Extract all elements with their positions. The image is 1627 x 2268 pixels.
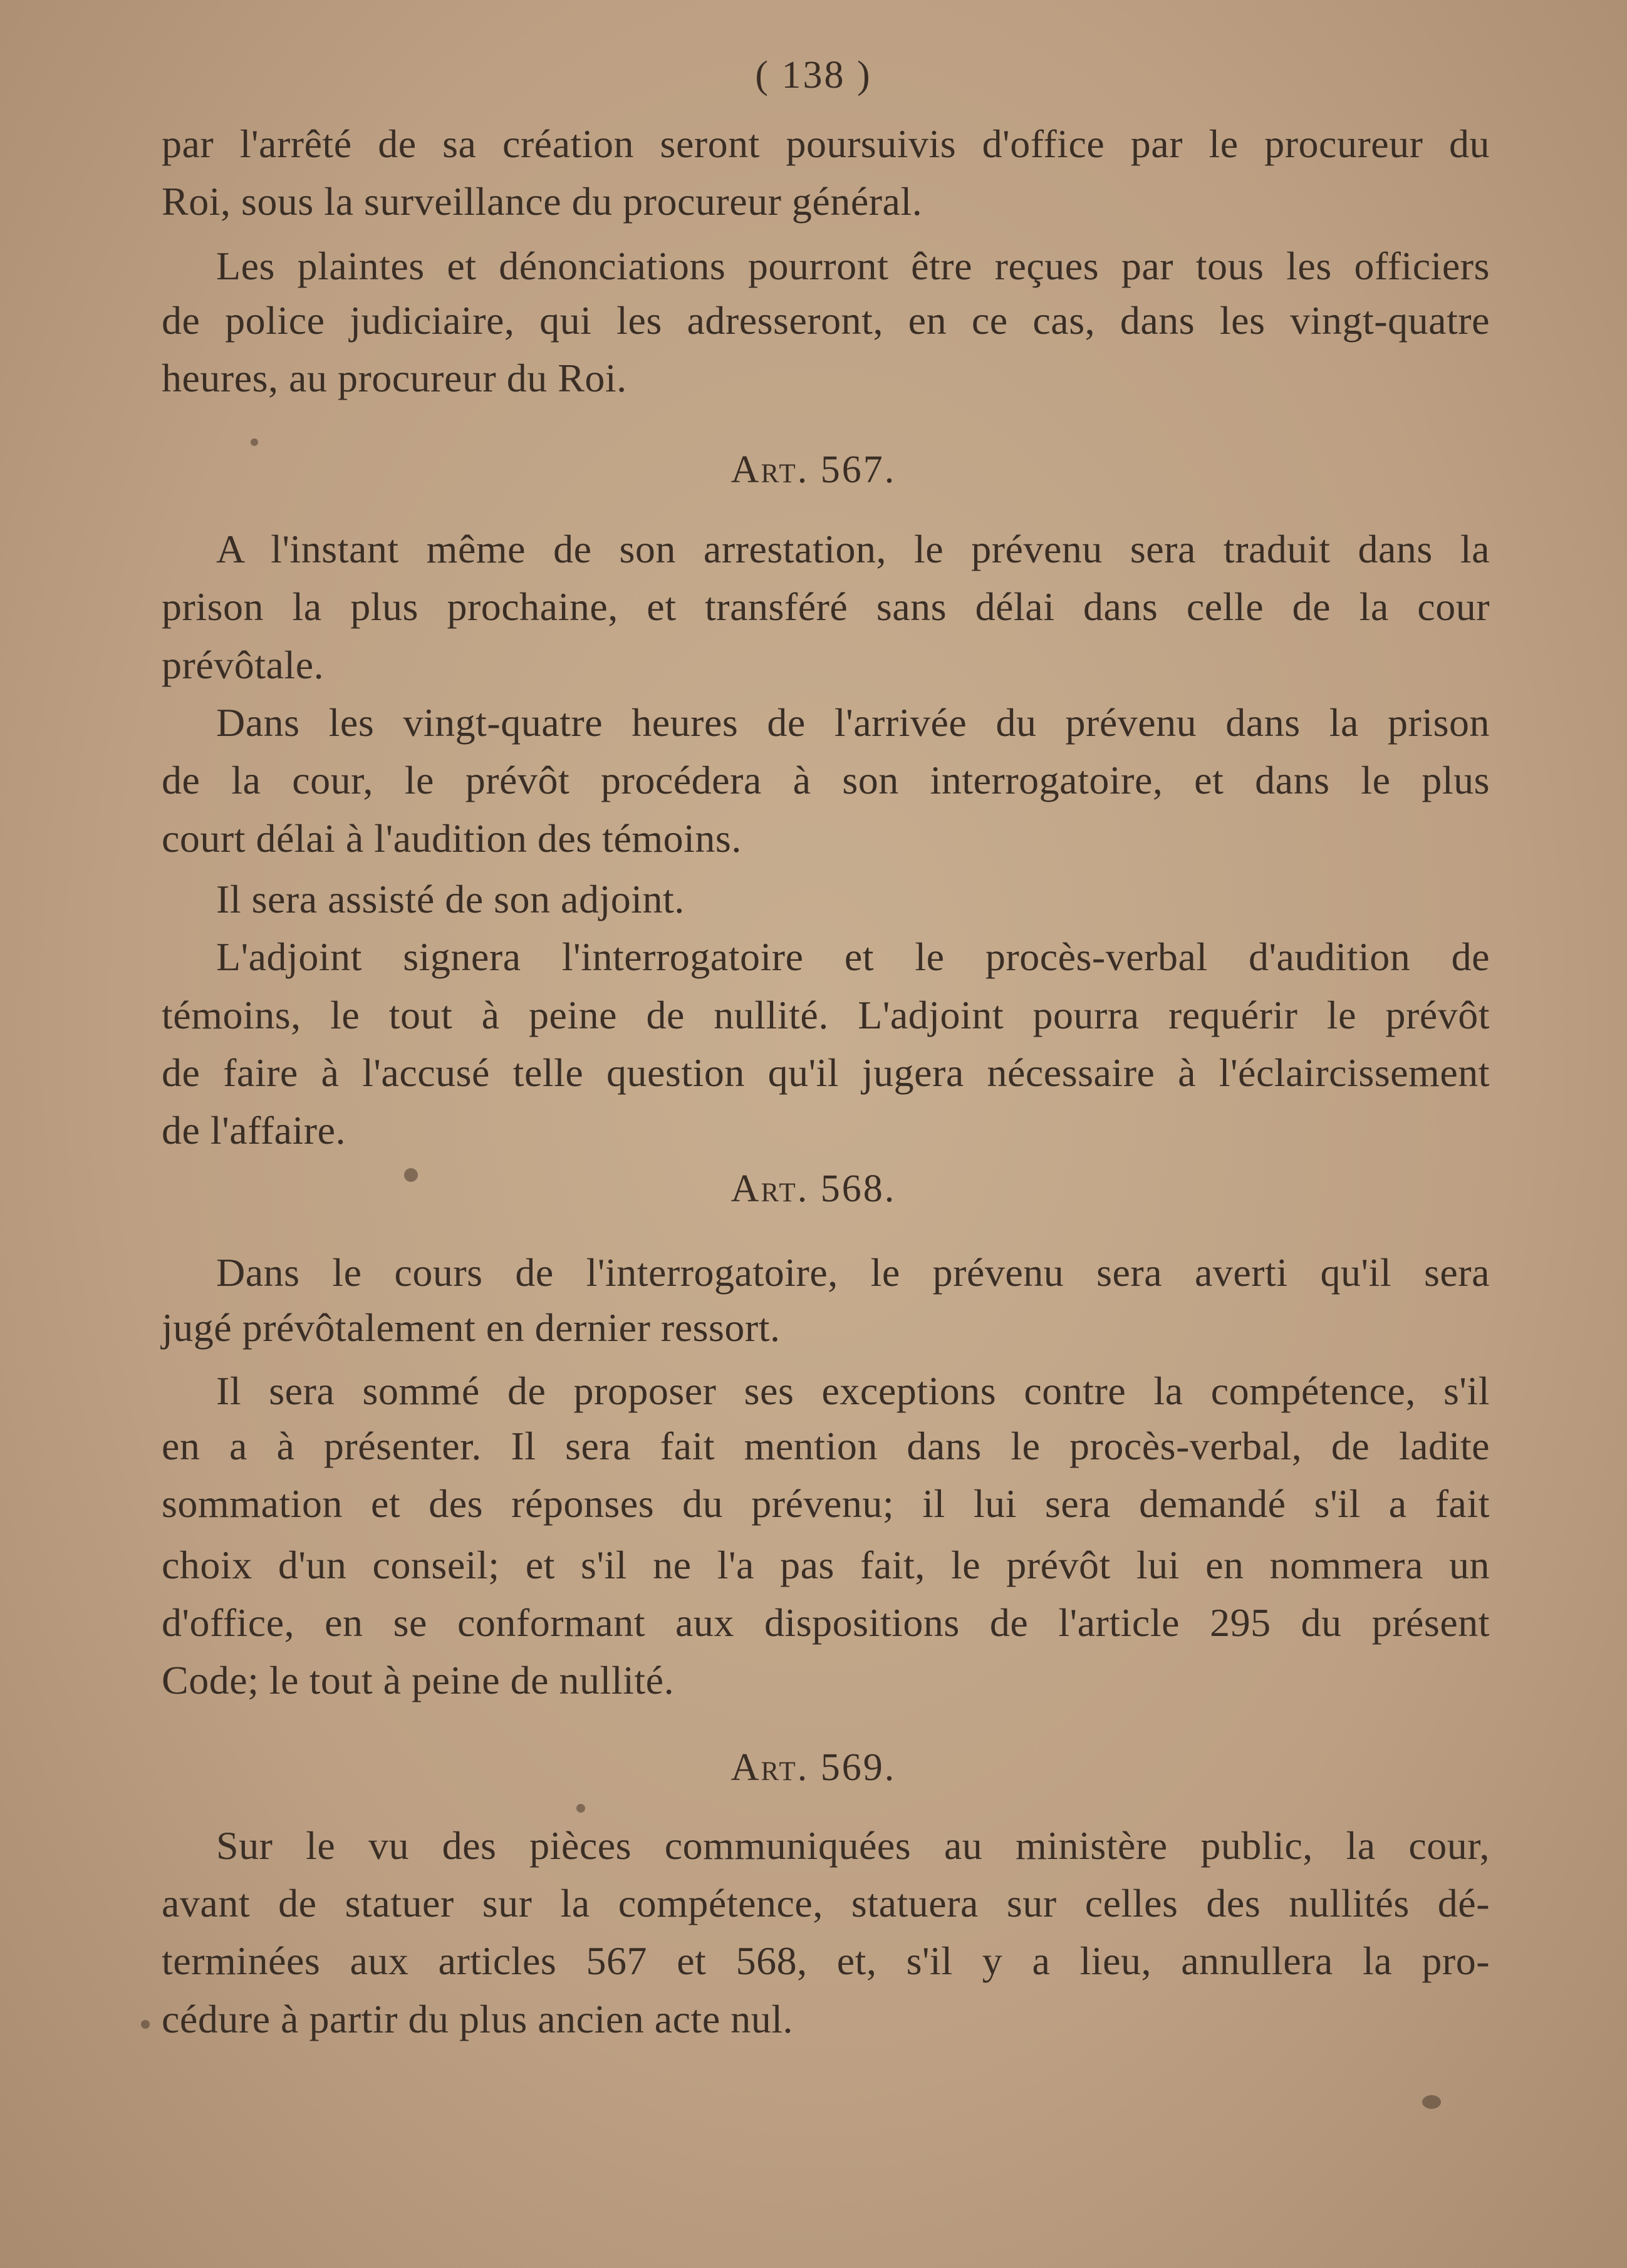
text-line: heures, au procureur du Roi. bbox=[162, 356, 627, 400]
text-line: de la cour, le prévôt procédera à son interrogatoire, et dans le plus bbox=[162, 758, 1490, 802]
text-line: d'office, en se conformant aux dispositions de l'article 295 du présent bbox=[162, 1600, 1490, 1645]
text-line: prévôtale. bbox=[162, 643, 325, 687]
text-line: Code; le tout à peine de nullité. bbox=[162, 1658, 675, 1702]
text-line: prison la plus prochaine, et transféré sans délai dans celle de la cour bbox=[162, 584, 1490, 629]
ink-spot bbox=[251, 438, 258, 446]
ink-spot bbox=[1422, 2095, 1441, 2109]
text-line: sommation et des réponses du prévenu; il lui sera demandé s'il a fait bbox=[162, 1481, 1490, 1526]
text-line: cédure à partir du plus ancien acte nul. bbox=[162, 1997, 793, 2041]
text-line: choix d'un conseil; et s'il ne l'a pas fait, le prévôt lui en nommera un bbox=[162, 1543, 1490, 1587]
article-heading: Art. 567. bbox=[730, 448, 897, 491]
text-line: Il sera sommé de proposer ses exceptions contre la compétence, s'il bbox=[216, 1369, 1490, 1413]
text-line: court délai à l'audition des témoins. bbox=[162, 816, 742, 861]
text-line: jugé prévôtalement en dernier ressort. bbox=[162, 1305, 781, 1350]
text-line: par l'arrêté de sa création seront poursuivis d'office par le procureur du bbox=[162, 122, 1490, 166]
text-line: de faire à l'accusé telle question qu'il jugera nécessaire à l'éclaircissement bbox=[162, 1050, 1490, 1095]
text-line: Sur le vu des pièces communiquées au ministère public, la cour, bbox=[216, 1823, 1490, 1868]
article-heading: Art. 568. bbox=[730, 1168, 897, 1210]
text-line: de l'affaire. bbox=[162, 1108, 346, 1152]
ink-spot bbox=[141, 2020, 150, 2029]
text-line: témoins, le tout à peine de nullité. L'adjoint pourra requérir le prévôt bbox=[162, 993, 1490, 1037]
text-line: terminées aux articles 567 et 568, et, s'il y a lieu, annullera la pro- bbox=[162, 1939, 1490, 1983]
ink-spot bbox=[404, 1168, 418, 1182]
article-heading: Art. 569. bbox=[730, 1746, 897, 1789]
text-line: en a à présenter. Il sera fait mention dans le procès-verbal, de ladite bbox=[162, 1424, 1490, 1468]
ink-spot bbox=[576, 1804, 585, 1813]
page-number: ( 138 ) bbox=[755, 54, 872, 96]
text-line: avant de statuer sur la compétence, statuera sur celles des nullités dé- bbox=[162, 1881, 1490, 1925]
text-line: Dans le cours de l'interrogatoire, le prévenu sera averti qu'il sera bbox=[216, 1250, 1490, 1295]
text-line: Il sera assisté de son adjoint. bbox=[216, 877, 685, 921]
text-line: Roi, sous la surveillance du procureur général. bbox=[162, 179, 923, 224]
text-line: Dans les vingt-quatre heures de l'arrivée du prévenu dans la prison bbox=[216, 700, 1490, 745]
text-line: A l'instant même de son arrestation, le prévenu sera traduit dans la bbox=[216, 527, 1490, 571]
text-line: de police judiciaire, qui les adresseront, en ce cas, dans les vingt-quatre bbox=[162, 298, 1490, 343]
text-line: Les plaintes et dénonciations pourront être reçues par tous les officiers bbox=[216, 244, 1490, 288]
text-line: L'adjoint signera l'interrogatoire et le procès-verbal d'audition de bbox=[216, 935, 1490, 979]
